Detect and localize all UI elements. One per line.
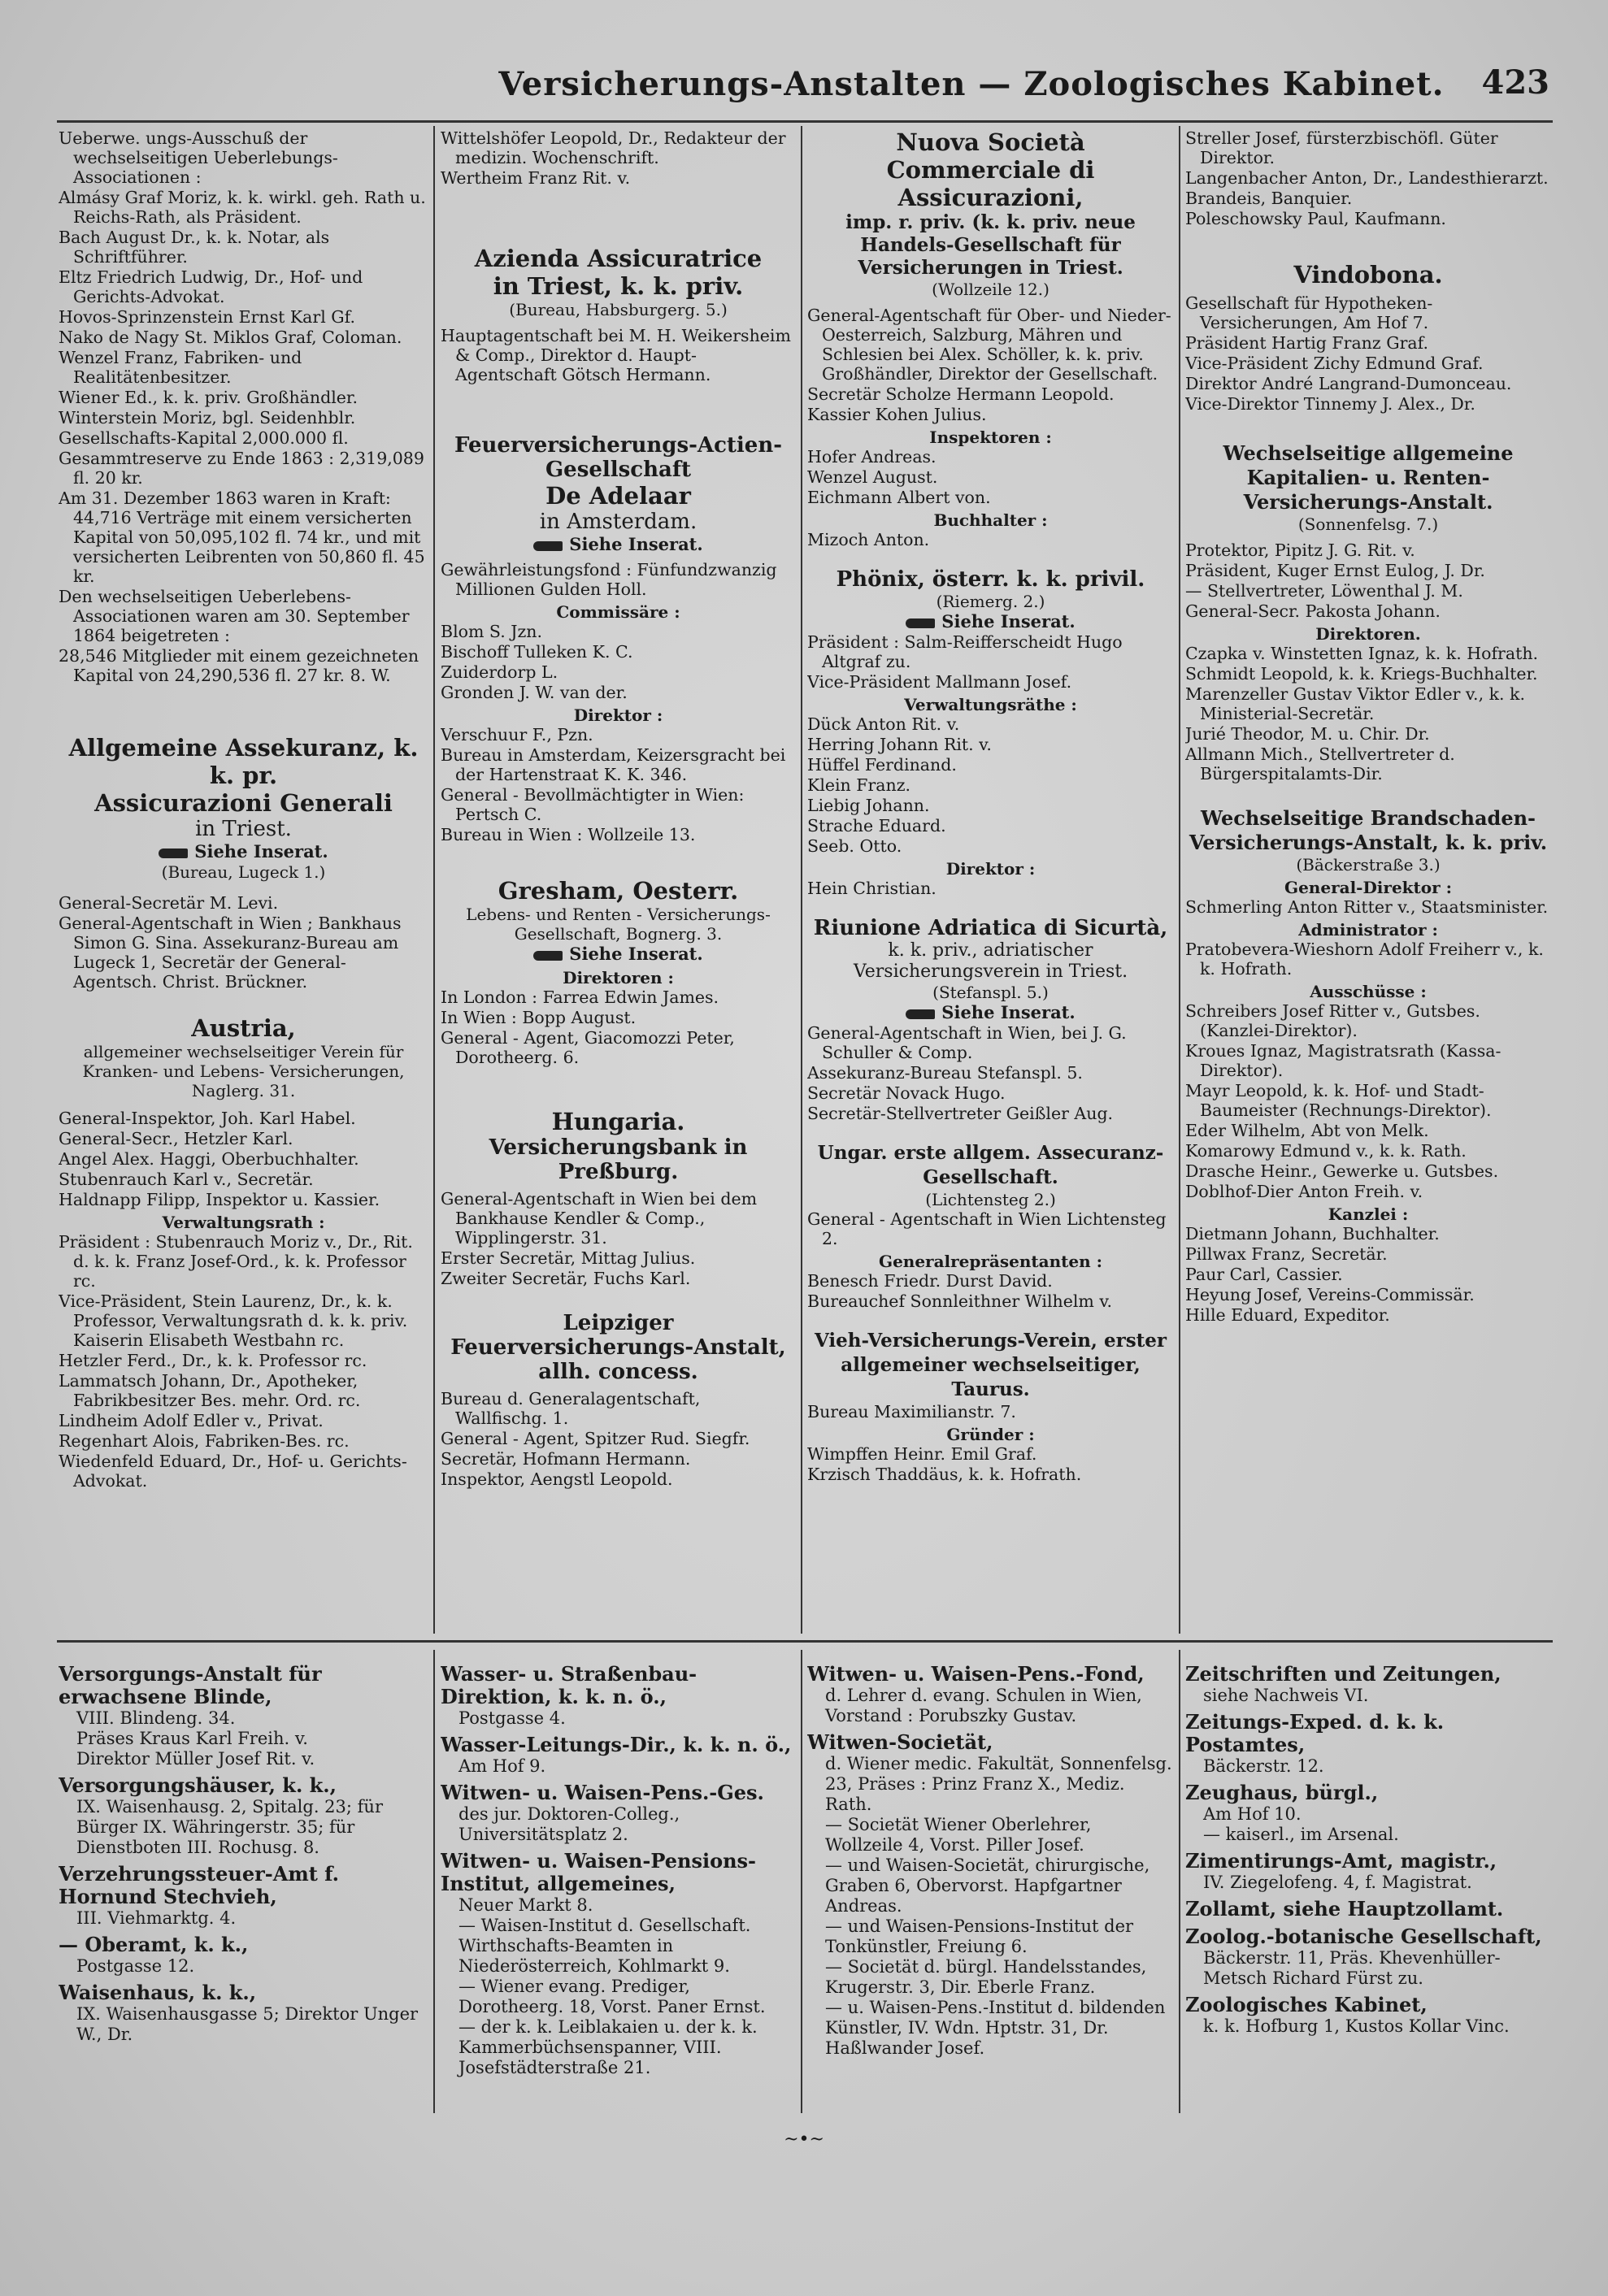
entry: Wenzel Franz, Fabriken- und Realitätenbesitzer. (59, 348, 302, 387)
entry: Vice-Präsident Mallmann Josef. (807, 672, 1072, 692)
role-heading: Buchhalter : (933, 510, 1048, 530)
index-heading: Zimentirungs-Amt, magistr., (1185, 1849, 1497, 1873)
entry: Zweiter Secretär, Fuchs Karl. (441, 1269, 691, 1288)
section-title: Nuova Società Commerciale di Assicurazioni, (886, 128, 1095, 211)
section-place: in Triest. (195, 817, 292, 841)
entry: Herring Johann Rit. v. (807, 735, 992, 754)
column-2 (441, 128, 796, 1632)
column-rule-3 (1179, 126, 1180, 1634)
entry: — Stellvertreter, Löwenthal J. M. (1185, 581, 1463, 601)
index-line: — Societät d. bürgl. Handelsstandes, Krugerstr. 3, Dir. Eberle Franz. (825, 1957, 1147, 1997)
index-line: — und Waisen-Societät, chirurgische, Graben 6, Obervorst. Hapfgartner Andreas. (825, 1855, 1150, 1916)
index-heading: Waisenhaus, k. k., (59, 1981, 257, 2004)
pointing-hand-icon (906, 1009, 935, 1019)
entry: Präsident : Salm-Reifferscheidt Hugo Altgraf zu. (807, 632, 1123, 671)
entry: Stubenrauch Karl v., Secretär. (59, 1170, 314, 1189)
entry: Winterstein Moriz, bgl. Seidenhblr. (59, 408, 356, 428)
see-insert: Siehe Inserat. (441, 534, 796, 555)
entry: Schreibers Josef Ritter v., Gutsbes. (Kanzlei-Direktor). (1185, 1001, 1480, 1040)
section-note: (Bureau, Lugeck 1.) (161, 862, 326, 882)
index-heading: Witwen- u. Waisen-Pensions-Institut, allgemeines, (441, 1849, 756, 1895)
section-subtitle: imp. r. priv. (k. k. priv. neue Handels-Gesellschaft für Versicherungen in Triest. (845, 211, 1136, 279)
entry: Wimpffen Heinr. Emil Graf. (807, 1444, 1037, 1464)
index-line: IX. Waisenhausg. 2, Spitalg. 23; für Bürger IX. Währingerstr. 35; für Dienstboten III. Rochusg. 8. (76, 1797, 383, 1857)
entry: Poleschowsky Paul, Kaufmann. (1185, 209, 1446, 228)
index-heading: Verzehrungssteuer-Amt f. Hornund Stechvieh, (59, 1862, 339, 1908)
entry: Präsident Hartig Franz Graf. (1185, 333, 1428, 353)
index-heading: Witwen-Societät, (807, 1730, 993, 1754)
entry: Bureau d. Generalagentschaft, Wallfischg. 1. (441, 1389, 701, 1428)
see-insert: Siehe Inserat. (441, 944, 796, 965)
entry: Erster Secretär, Mittag Julius. (441, 1248, 696, 1268)
role-heading: Direktoren. (1315, 624, 1421, 644)
entry: Protektor, Pipitz J. G. Rit. v. (1185, 540, 1415, 560)
entry: Bach August Dr., k. k. Notar, als Schriftführer. (59, 228, 330, 267)
entry: In Wien : Bopp August. (441, 1008, 637, 1027)
section-place: in Amsterdam. (539, 510, 698, 534)
section-title: Gresham, Oesterr. (498, 877, 739, 905)
entry: Eichmann Albert von. (807, 488, 991, 507)
entry: Direktor André Langrand-Dumonceau. (1185, 374, 1512, 393)
bottom-column-rule-2 (801, 1650, 802, 2113)
end-ornament: ~•~ (784, 2129, 824, 2150)
index-heading: Zollamt, siehe Hauptzollamt. (1185, 1897, 1504, 1921)
entry: Bureau Maximilianstr. 7. (807, 1402, 1016, 1421)
entry: Hofer Andreas. (807, 447, 937, 467)
entry: Brandeis, Banquier. (1185, 189, 1353, 208)
entry: Almásy Graf Moriz, k. k. wirkl. geh. Rath u. Reichs-Rath, als Präsident. (59, 188, 426, 227)
index-heading: Wasser-Leitungs-Dir., k. k. n. ö., (441, 1733, 792, 1756)
index-heading: Witwen- u. Waisen-Pens.-Ges. (441, 1781, 764, 1804)
column-rule-2 (801, 126, 802, 1634)
entry: Hüffel Ferdinand. (807, 755, 957, 775)
entry: General-Inspektor, Joh. Karl Habel. (59, 1109, 356, 1128)
bottom-column-2 (441, 1658, 796, 2113)
section-title: Riunione Adriatica di Sicurtà, (813, 916, 1168, 940)
see-insert: Siehe Inserat. (807, 1002, 1174, 1023)
entry: Kroues Ignaz, Magistratsrath (Kassa-Direktor). (1185, 1041, 1502, 1080)
section-title: Allgemeine Assekuranz, k. k. pr. (68, 734, 419, 789)
entry: Drasche Heinr., Gewerke u. Gutsbes. (1185, 1161, 1499, 1181)
section-note: (Bäckerstraße 3.) (1296, 855, 1441, 875)
entry: Präsident, Kuger Ernst Eulog, J. Dr. (1185, 561, 1485, 580)
section-note: (Bureau, Habsburgerg. 5.) (509, 300, 728, 319)
entry: Nako de Nagy St. Miklos Graf, Coloman. (59, 328, 402, 347)
section-title: Hungaria. (551, 1108, 685, 1135)
section-title: Wechselseitige allgemeine Kapitalien- u. Renten-Versicherungs-Anstalt. (1223, 441, 1514, 514)
role-heading: Direktor : (573, 705, 663, 725)
entry: Hille Eduard, Expeditor. (1185, 1305, 1390, 1325)
see-insert: Siehe Inserat. (807, 611, 1174, 632)
section-note: (Wollzeile 12.) (932, 280, 1050, 299)
section-note: (Stefanspl. 5.) (932, 983, 1049, 1002)
entry: Ueberwe. ungs-Ausschuß der wechselseitigen Ueberlebungs-Associationen : (59, 128, 338, 187)
index-line: Postgasse 4. (458, 1708, 566, 1728)
entry: Bureau in Wien : Wollzeile 13. (441, 825, 696, 844)
role-heading: Inspektoren : (929, 428, 1052, 447)
entry: Pratobevera-Wieshorn Adolf Freiherr v., k. k. Hofrath. (1185, 940, 1544, 979)
column-1 (59, 128, 428, 1632)
role-heading: Ausschüsse : (1310, 982, 1427, 1001)
index-heading: Zoolog.-botanische Gesellschaft, (1185, 1925, 1542, 1948)
entry: General-Agentschaft für Ober- und Nieder-Oesterreich, Salzburg, Mähren und Schlesien bei Alex. Schöller, k. k. priv. Großhändler, Direktor der Gesellschaft. (807, 306, 1171, 384)
index-line: d. Lehrer d. evang. Schulen in Wien, Vorstand : Porubszky Gustav. (825, 1686, 1142, 1725)
entry: General-Secr. Pakosta Johann. (1185, 601, 1441, 621)
entry: Gesellschafts-Kapital 2,000.000 fl. (59, 428, 349, 448)
entry: Kassier Kohen Julius. (807, 405, 987, 424)
index-heading: Zeitungs-Exped. d. k. k. Postamtes, (1185, 1710, 1445, 1756)
role-heading: Gründer : (946, 1425, 1035, 1444)
role-heading: Direktor : (945, 859, 1036, 879)
entry: Mizoch Anton. (807, 530, 930, 549)
index-line: IX. Waisenhausgasse 5; Direktor Unger W., Dr. (76, 2004, 419, 2044)
page-number: 423 (1481, 63, 1549, 102)
role-heading: Direktoren : (563, 968, 674, 987)
index-line: — und Waisen-Pensions-Institut der Tonkünstler, Freiung 6. (825, 1916, 1134, 1956)
index-line: Postgasse 12. (76, 1956, 195, 1976)
role-heading: General-Direktor : (1284, 878, 1452, 897)
entry: Dietmann Johann, Buchhalter. (1185, 1224, 1440, 1243)
index-heading: Zoologisches Kabinet, (1185, 1993, 1428, 2016)
entry: Dück Anton Rit. v. (807, 714, 960, 734)
pointing-hand-icon (533, 541, 563, 551)
entry: General-Secretär M. Levi. (59, 893, 279, 913)
index-line: d. Wiener medic. Fakultät, Sonnenfelsg. 23, Präses : Prinz Franz X., Mediz. Rath. (825, 1754, 1172, 1814)
entry: Eltz Friedrich Ludwig, Dr., Hof- und Gerichts-Advokat. (59, 267, 363, 306)
entry: Assekuranz-Bureau Stefanspl. 5. (807, 1063, 1083, 1083)
section-subtitle: k. k. priv., adriatischer Versicherungsverein in Triest. (853, 940, 1128, 982)
entry: Vice-Präsident Zichy Edmund Graf. (1185, 354, 1484, 373)
pointing-hand-icon (533, 951, 563, 961)
entry: Den wechselseitigen Ueberlebens-Associationen waren am 30. September 1864 beigetreten : (59, 587, 410, 645)
index-line: Neuer Markt 8. (458, 1895, 593, 1915)
role-heading: Kanzlei : (1328, 1204, 1409, 1224)
entry: Lindheim Adolf Edler v., Privat. (59, 1411, 324, 1430)
bottom-column-rule-3 (1179, 1650, 1180, 2113)
entry: Hauptagentschaft bei M. H. Weikersheim & Comp., Direktor d. Haupt-Agentschaft Götsch Hermann. (441, 326, 791, 384)
role-heading: Verwaltungsräthe : (904, 695, 1077, 714)
section-note: allgemeiner wechselseitiger Verein für Kranken- und Lebens- Versicherungen, Naglerg. 31. (82, 1042, 405, 1100)
role-heading: Administrator : (1298, 920, 1438, 940)
index-heading: Witwen- u. Waisen-Pens.-Fond, (807, 1662, 1145, 1686)
index-heading: Versorgungs-Anstalt für erwachsene Blinde, (59, 1662, 322, 1708)
bottom-column-3 (807, 1658, 1174, 2113)
index-line: III. Viehmarktg. 4. (76, 1908, 237, 1928)
index-line: VIII. Blindeng. 34. (76, 1708, 236, 1728)
entry: General - Agent, Spitzer Rud. Siegfr. (441, 1429, 750, 1448)
pointing-hand-icon (159, 849, 188, 858)
see-insert: Siehe Inserat. (59, 841, 428, 862)
index-line: — u. Waisen-Pens.-Institut d. bildenden Künstler, IV. Wdn. Hptstr. 31, Dr. Haßlwander Josef. (825, 1998, 1166, 2058)
role-heading: Verwaltungsrath : (162, 1213, 325, 1232)
entry: Bureauchef Sonnleithner Wilhelm v. (807, 1291, 1113, 1311)
section-title: Azienda Assicuratrice (474, 245, 763, 272)
section-rule (57, 1640, 1553, 1643)
entry: Gronden J. W. van der. (441, 683, 628, 702)
section-subtitle: Versicherungsbank in Preßburg. (489, 1135, 748, 1184)
index-line: Am Hof 9. (458, 1756, 546, 1776)
pointing-hand-icon (906, 618, 935, 628)
entry: Haldnapp Filipp, Inspektor u. Kassier. (59, 1190, 380, 1209)
entry: Eder Wilhelm, Abt von Melk. (1185, 1121, 1429, 1140)
index-line: Präses Kraus Karl Freih. v. (76, 1729, 308, 1748)
entry: In London : Farrea Edwin James. (441, 987, 719, 1007)
column-3 (807, 128, 1174, 1632)
index-line: des jur. Doktoren-Colleg., Universitätsplatz 2. (458, 1804, 680, 1844)
entry: Wittelshöfer Leopold, Dr., Redakteur der medizin. Wochenschrift. (441, 128, 786, 167)
header-rule (57, 120, 1553, 123)
entry: General-Secr., Hetzler Karl. (59, 1129, 293, 1148)
column-rule-1 (433, 126, 435, 1634)
entry: Allmann Mich., Stellvertreter d. Bürgerspitalamts-Dir. (1185, 744, 1455, 783)
entry: Czapka v. Winstetten Ignaz, k. k. Hofrath. (1185, 644, 1539, 663)
entry: Komarowy Edmund v., k. k. Rath. (1185, 1141, 1467, 1161)
index-heading: Versorgungshäuser, k. k., (59, 1773, 337, 1797)
entry: Hovos-Sprinzenstein Ernst Karl Gf. (59, 307, 356, 327)
entry: Langenbacher Anton, Dr., Landesthierarzt. (1185, 168, 1549, 188)
index-line: IV. Ziegelofeng. 4, f. Magistrat. (1203, 1873, 1472, 1892)
index-line: k. k. Hofburg 1, Kustos Kollar Vinc. (1203, 2016, 1510, 2036)
index-heading: Wasser- u. Straßenbau-Direktion, k. k. n. ö., (441, 1662, 698, 1708)
index-line: Bäckerstr. 11, Präs. Khevenhüller-Metsch Richard Fürst zu. (1203, 1948, 1501, 1988)
entry: Verschuur F., Pzn. (441, 725, 593, 744)
entry: Krzisch Thaddäus, k. k. Hofrath. (807, 1465, 1082, 1484)
entry: Liebig Johann. (807, 796, 930, 815)
entry: Hein Christian. (807, 879, 937, 898)
entry: Angel Alex. Haggi, Oberbuchhalter. (59, 1149, 359, 1169)
entry: Am 31. Dezember 1863 waren in Kraft: 44,716 Verträge mit einem versicherten Kapital von 50,095,102 fl. 74 kr., und mit versicherten Leibrenten von 50,860 fl. 45 kr. (59, 488, 425, 586)
column-4 (1185, 128, 1551, 1632)
entry: Bureau in Amsterdam, Keizersgracht bei der Hartenstraat K. K. 346. (441, 745, 786, 784)
entry: Regenhart Alois, Fabriken-Bes. rc. (59, 1431, 350, 1451)
entry: Seeb. Otto. (807, 836, 902, 856)
entry: Bischoff Tulleken K. C. (441, 642, 633, 662)
section-title: Vieh-Versicherungs-Verein, erster allgemeiner wechselseitiger, Taurus. (814, 1330, 1167, 1400)
index-heading: — Oberamt, k. k., (59, 1933, 249, 1956)
entry: Hetzler Ferd., Dr., k. k. Professor rc. (59, 1351, 367, 1370)
bottom-column-rule-1 (433, 1650, 435, 2113)
bottom-column-4 (1185, 1658, 1551, 2113)
entry: Secretär-Stellvertreter Geißler Aug. (807, 1104, 1114, 1123)
entry: General - Bevollmächtigter in Wien: Pertsch C. (441, 785, 745, 824)
section-note: (Lichtensteg 2.) (925, 1190, 1056, 1209)
index-line: Am Hof 10. (1203, 1804, 1302, 1824)
section-subtitle: De Adelaar (545, 482, 691, 510)
section-note: (Sonnenfelsg. 7.) (1297, 514, 1439, 534)
entry: Gesellschaft für Hypotheken-Versicherungen, Am Hof 7. (1185, 293, 1433, 332)
entry: General - Agentschaft in Wien Lichtensteg 2. (807, 1209, 1167, 1248)
section-note: Lebens- und Renten - Versicherungs-Gesellschaft, Bognerg. 3. (466, 905, 771, 944)
section-title: Austria, (191, 1014, 296, 1042)
index-line: Bäckerstr. 12. (1203, 1756, 1324, 1776)
bottom-column-1 (59, 1658, 428, 2113)
entry: Präsident : Stubenrauch Moriz v., Dr., Rit. d. k. k. Franz Josef-Ord., k. k. Professor rc. (59, 1232, 413, 1291)
entry: Benesch Friedr. Durst David. (807, 1271, 1053, 1291)
running-header: Versicherungs-Anstalten — Zoologisches Kabinet. (498, 65, 1445, 103)
section-subtitle: Assicurazioni Generali (94, 789, 393, 817)
entry: Klein Franz. (807, 775, 911, 795)
entry: Streller Josef, fürsterzbischöfl. Güter Direktor. (1185, 128, 1498, 167)
entry: General-Agentschaft in Wien ; Bankhaus Simon G. Sina. Assekuranz-Bureau am Lugeck 1, Secretär der General-Agentsch. Christ. Brückner. (59, 914, 402, 992)
section-title: Ungar. erste allgem. Assecuranz-Gesellschaft. (817, 1142, 1164, 1188)
entry: Zuiderdorp L. (441, 662, 558, 682)
entry: Secretär Scholze Hermann Leopold. (807, 384, 1115, 404)
entry: General - Agent, Giacomozzi Peter, Dorotheerg. 6. (441, 1028, 735, 1067)
entry: Lammatsch Johann, Dr., Apotheker, Fabrikbesitzer Bes. mehr. Ord. rc. (59, 1371, 361, 1410)
section-subtitle: in Triest, k. k. priv. (493, 272, 744, 300)
entry: Wertheim Franz Rit. v. (441, 168, 631, 188)
entry: Inspektor, Aengstl Leopold. (441, 1469, 673, 1489)
entry: Mayr Leopold, k. k. Hof- und Stadt-Baumeister (Rechnungs-Direktor). (1185, 1081, 1492, 1120)
section-title: Leipziger Feuerversicherungs-Anstalt, allh. concess. (450, 1311, 786, 1384)
index-line: Direktor Müller Josef Rit. v. (76, 1749, 315, 1769)
section-title: Phönix, österr. k. k. privil. (836, 567, 1145, 592)
index-line: — der k. k. Leiblakaien u. der k. k. Kammerbüchsenspanner, VIII. Josefstädterstraße 21. (458, 2017, 758, 2077)
entry: General-Agentschaft in Wien bei dem Bankhause Kendler & Comp., Wipplingerstr. 31. (441, 1189, 758, 1248)
entry: Wiedenfeld Eduard, Dr., Hof- u. Gerichts-Advokat. (59, 1452, 407, 1491)
entry: Blom S. Jzn. (441, 622, 543, 641)
index-heading: Zeughaus, bürgl., (1185, 1781, 1379, 1804)
entry: Schmidt Leopold, k. k. Kriegs-Buchhalter. (1185, 664, 1538, 684)
index-line: — Wiener evang. Prediger, Dorotheerg. 18, Vorst. Paner Ernst. (458, 1977, 766, 2016)
entry: Wenzel August. (807, 467, 938, 487)
entry: Vice-Direktor Tinnemy J. Alex., Dr. (1185, 394, 1475, 414)
entry: Jurié Theodor, M. u. Chir. Dr. (1185, 724, 1430, 744)
entry: Heyung Josef, Vereins-Commissär. (1185, 1285, 1475, 1304)
section-title: Wechselseitige Brandschaden-Versicherungs-Anstalt, k. k. priv. (1189, 806, 1548, 854)
role-heading: Generalrepräsentanten : (878, 1252, 1103, 1271)
section-title: Feuerversicherungs-Actien-Gesellschaft (454, 433, 783, 482)
entry: Schmerling Anton Ritter v., Staatsminister. (1185, 897, 1549, 917)
entry: Marenzeller Gustav Viktor Edler v., k. k. Ministerial-Secretär. (1185, 684, 1525, 723)
section-note: (Riemerg. 2.) (936, 592, 1045, 611)
index-heading: Zeitschriften und Zeitungen, (1185, 1662, 1502, 1686)
entry: Strache Eduard. (807, 816, 946, 836)
entry: Paur Carl, Cassier. (1185, 1265, 1343, 1284)
entry: Secretär Novack Hugo. (807, 1083, 1006, 1103)
index-line: — kaiserl., im Arsenal. (1203, 1825, 1399, 1844)
entry: Gewährleistungsfond : Fünfundzwanzig Millionen Gulden Holl. (441, 560, 777, 599)
entry: Pillwax Franz, Secretär. (1185, 1244, 1388, 1264)
entry: Doblhof-Dier Anton Freih. v. (1185, 1182, 1423, 1201)
section-title: Vindobona. (1293, 261, 1443, 289)
role-heading: Commissäre : (556, 602, 680, 622)
entry: Gesammtreserve zu Ende 1863 : 2,319,089 fl. 20 kr. (59, 449, 424, 488)
index-line: siehe Nachweis VI. (1203, 1686, 1369, 1705)
entry: Wiener Ed., k. k. priv. Großhändler. (59, 388, 358, 407)
entry: Secretär, Hofmann Hermann. (441, 1449, 691, 1469)
index-line: — Societät Wiener Oberlehrer, Wollzeile 4, Vorst. Piller Josef. (825, 1815, 1092, 1855)
entry: General-Agentschaft in Wien, bei J. G. Schuller & Comp. (807, 1023, 1127, 1062)
index-line: — Waisen-Institut d. Gesellschaft. Wirthschafts-Beamten in Niederösterreich, Kohlmarkt 9. (458, 1916, 751, 1976)
entry: Vice-Präsident, Stein Laurenz, Dr., k. k. Professor, Verwaltungsrath d. k. k. priv. Kaiserin Elisabeth Westbahn rc. (59, 1291, 408, 1350)
entry: 28,546 Mitglieder mit einem gezeichneten Kapital von 24,290,536 fl. 27 kr. 8. W. (59, 646, 419, 685)
